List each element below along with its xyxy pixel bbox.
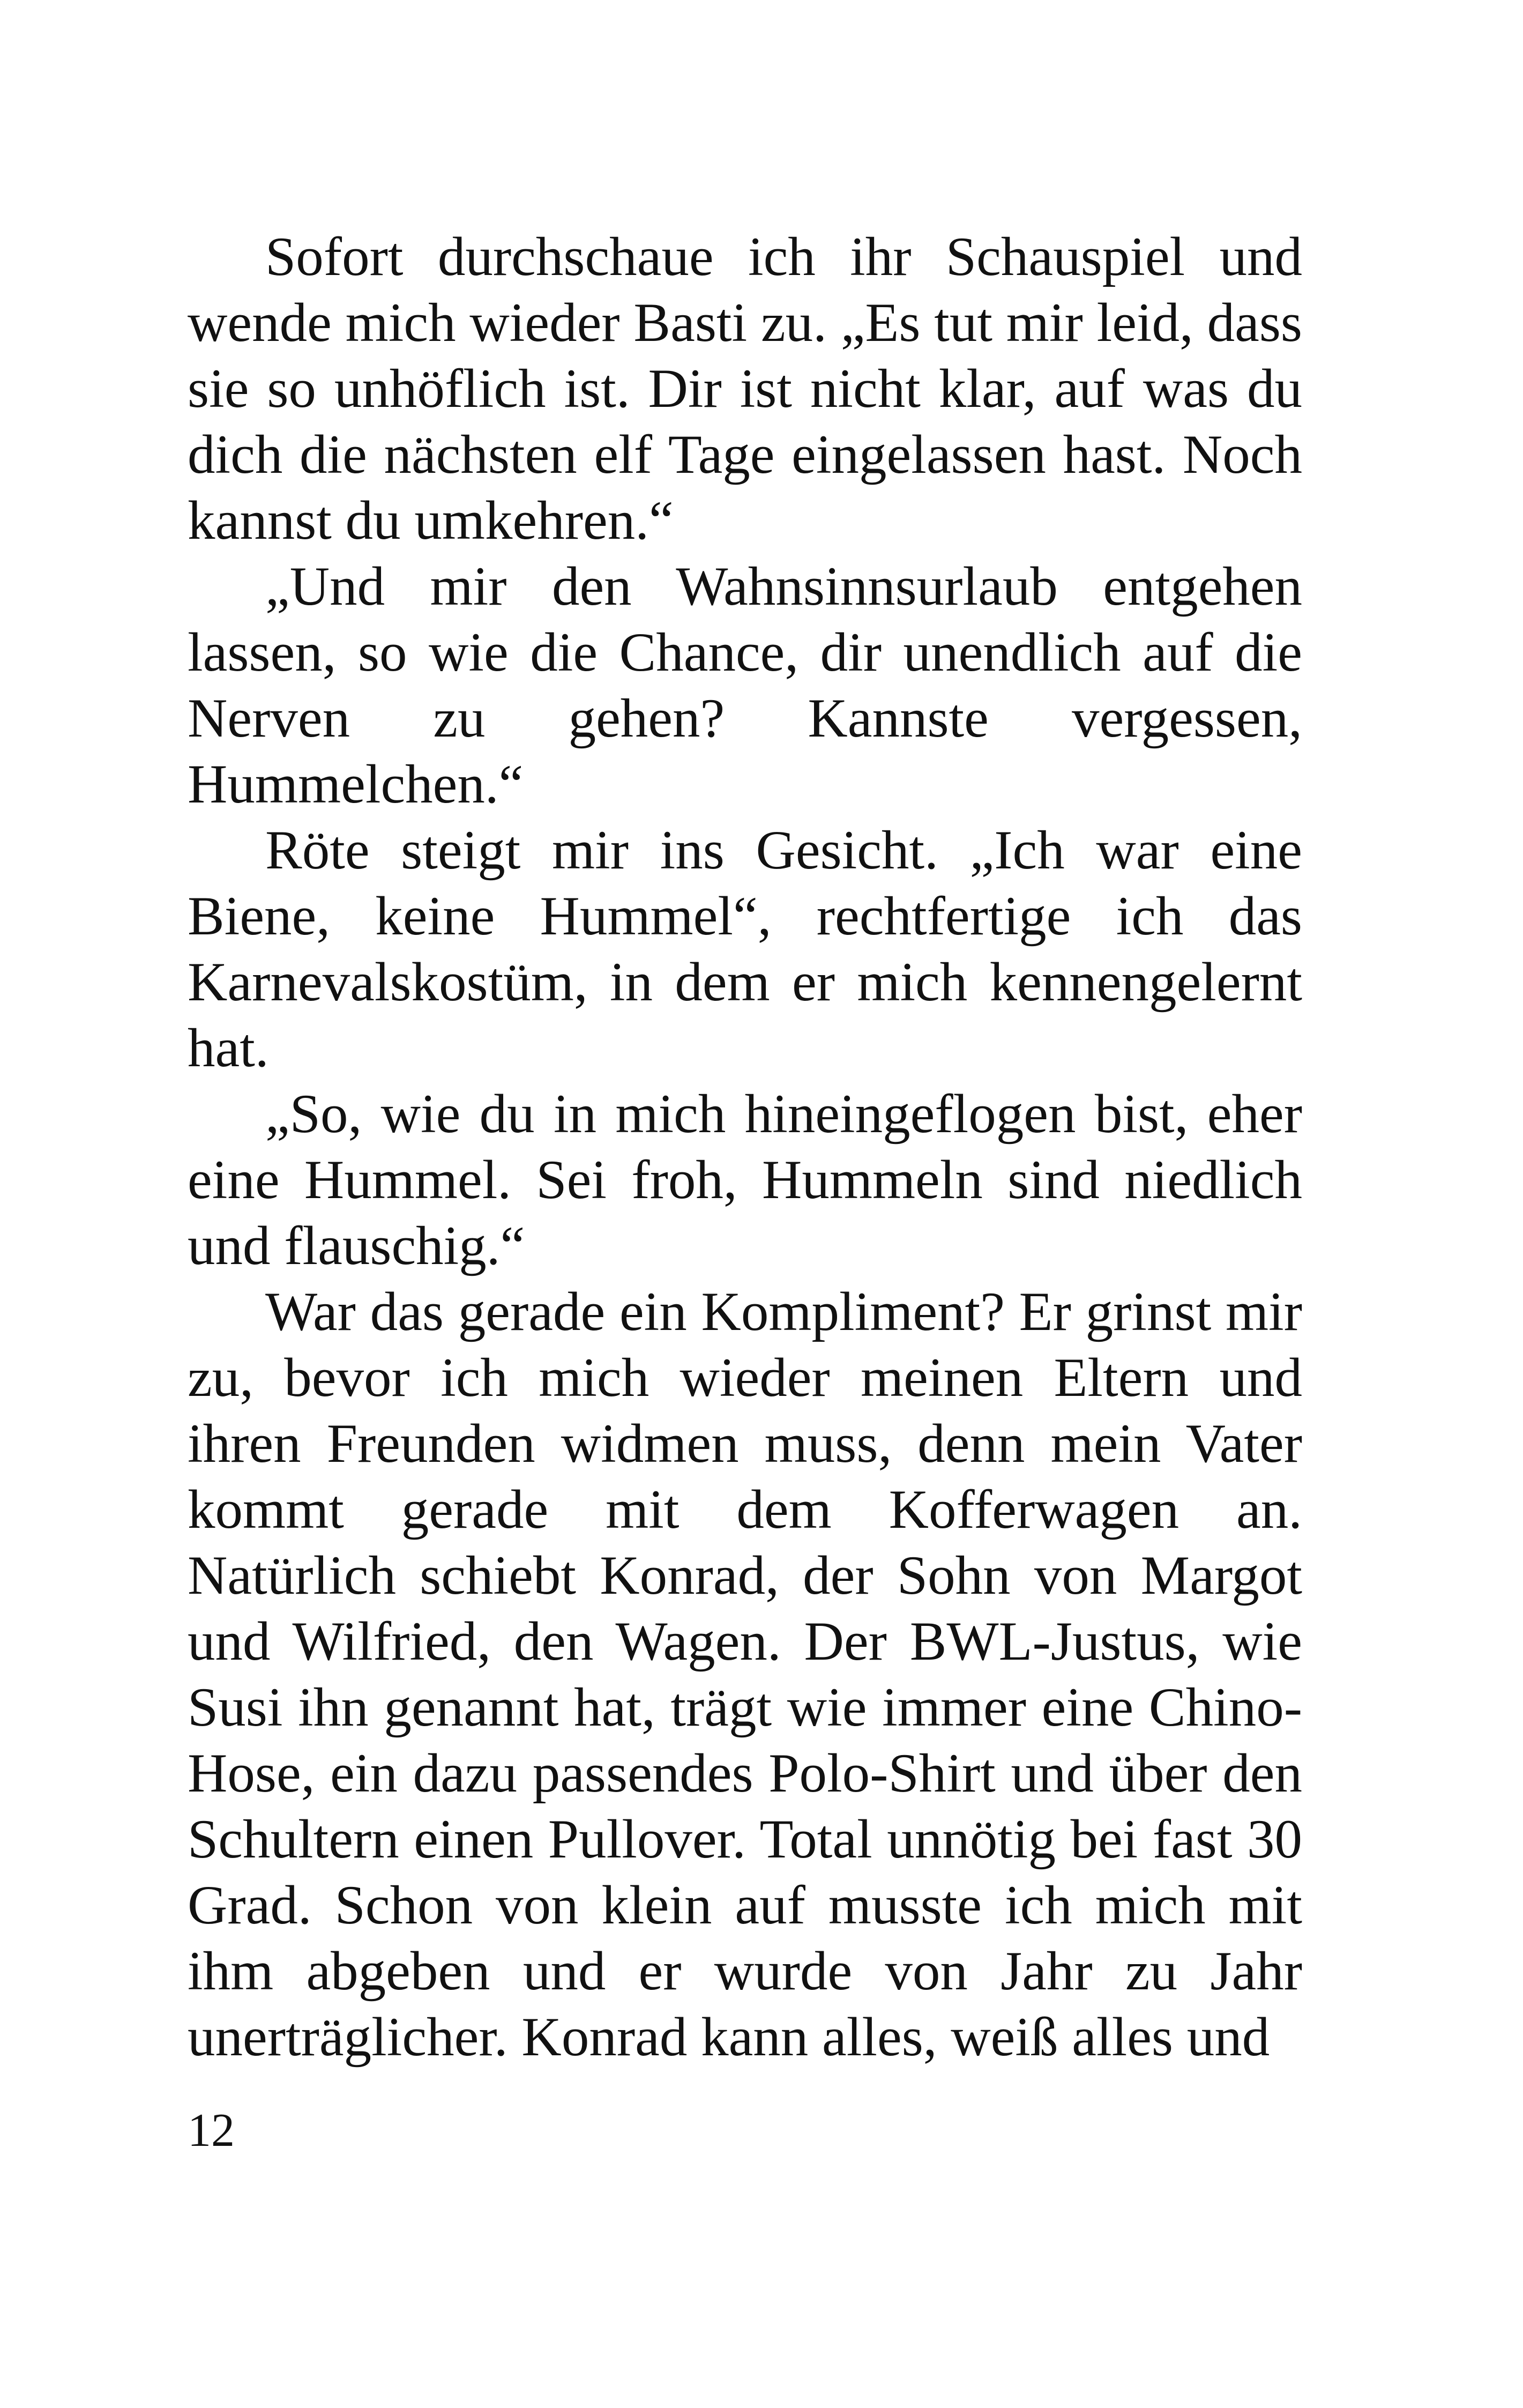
paragraph-4: „So, wie du in mich hineingeflogen bist, eher eine Hummel. Sei froh, Hummeln sind niedlich und flauschig.“	[188, 1083, 1302, 1276]
body-text	[188, 224, 1302, 2070]
paragraph-3: Röte steigt mir ins Gesicht. „Ich war eine Biene, keine Hummel“, rechtfertige ich das Karnevalskostüm, in dem er mich kennengelernt hat.	[188, 820, 1302, 1079]
paragraph-2: „Und mir den Wahnsinnsurlaub entgehen lassen, so wie die Chance, dir unendlich auf die Nerven zu gehen? Kannste vergessen, Hummelchen.“	[188, 556, 1302, 815]
paragraph-5: War das gerade ein Kompliment? Er grinst mir zu, bevor ich mich wieder meinen Eltern und ihren Freunden widmen muss, denn mein Vater kommt gerade mit dem Kofferwagen an. Natürlich schiebt Konrad, der Sohn von Margot und Wilfried, den Wagen. Der BWL-Justus, wie Susi ihn genannt hat, trägt wie immer eine Chino-Hose, ein dazu passendes Polo-Shirt und über den Schultern einen Pullover. Total unnötig bei fast 30 Grad. Schon von klein auf musste ich mich mit ihm abgeben und er wurde von Jahr zu Jahr unerträglicher. Konrad kann alles, weiß alles und	[188, 1281, 1302, 2068]
paragraph-1: Sofort durchschaue ich ihr Schauspiel und wende mich wieder Basti zu. „Es tut mir leid, dass sie so unhöflich ist. Dir ist nicht klar, auf was du dich die nächsten elf Tage eingelassen hast. Noch kannst du umkehren.“	[188, 226, 1302, 551]
page-number: 12	[188, 2105, 235, 2157]
